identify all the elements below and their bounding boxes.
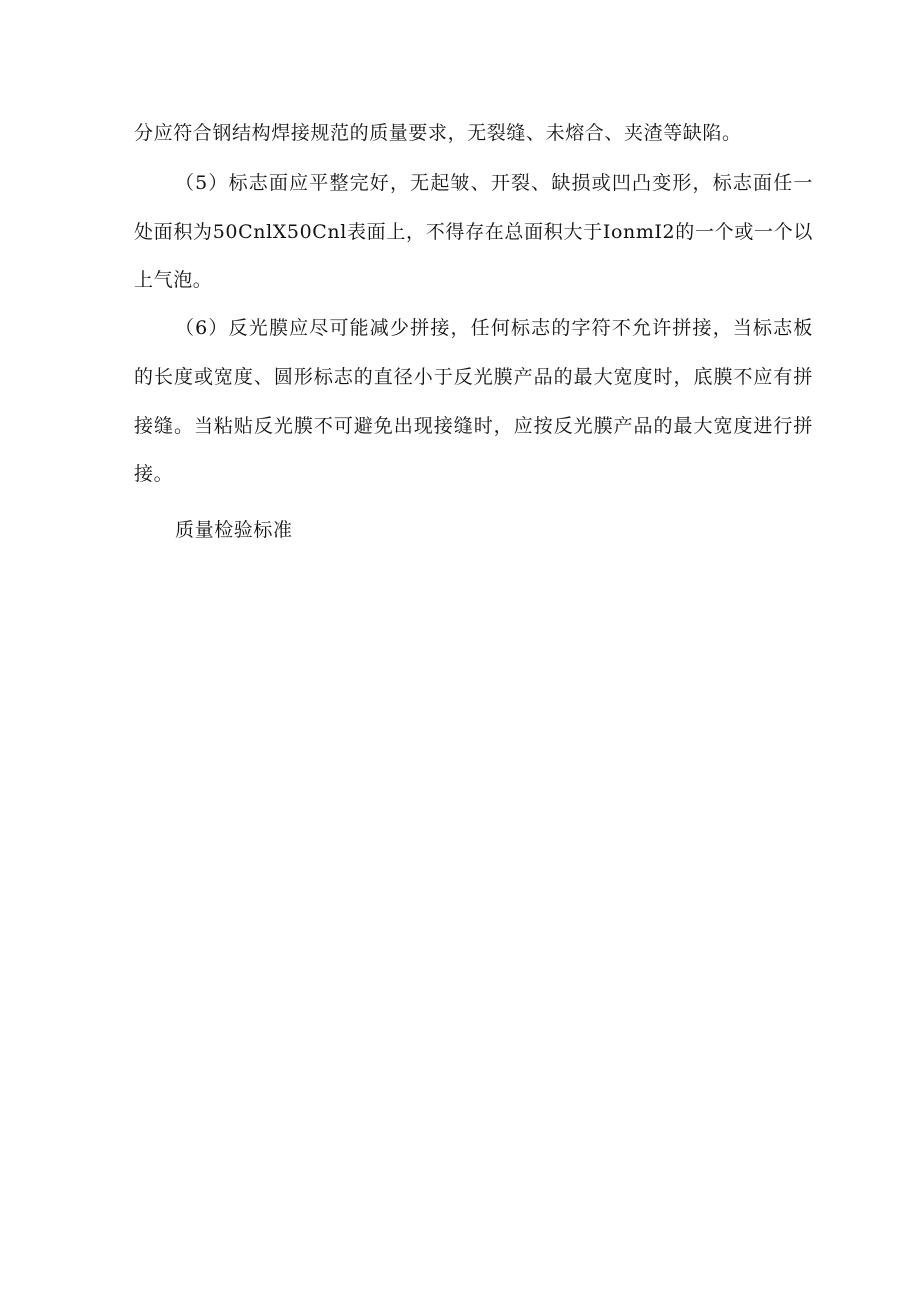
paragraph-3-line-4: 接。 <box>134 463 174 485</box>
paragraph-2-line-3: 上气泡。 <box>134 269 213 291</box>
paragraph-2-line-1: （5）标志面应平整完好，无起皱、开裂、缺损或凹凸变形，标志面任一 <box>175 172 813 194</box>
paragraph-2-line-2: 处面积为50CnlX50Cnl表面上，不得存在总面积大于IonmI2的一个或一个以 <box>134 221 813 243</box>
paragraph-1-line-1: 分应符合钢结构焊接规范的质量要求，无裂缝、未熔合、夹渣等缺陷。 <box>134 122 742 144</box>
paragraph-3-line-3: 接缝。当粘贴反光膜不可避免出现接缝时，应按反光膜产品的最大宽度进行拼 <box>134 415 813 437</box>
paragraph-3-line-1: （6）反光膜应尽可能减少拼接，任何标志的字符不允许拼接，当标志板 <box>175 317 813 339</box>
paragraph-3-line-2: 的长度或宽度、圆形标志的直径小于反光膜产品的最大宽度时，底膜不应有拼 <box>134 366 813 388</box>
section-heading: 质量检验标准 <box>175 519 293 541</box>
